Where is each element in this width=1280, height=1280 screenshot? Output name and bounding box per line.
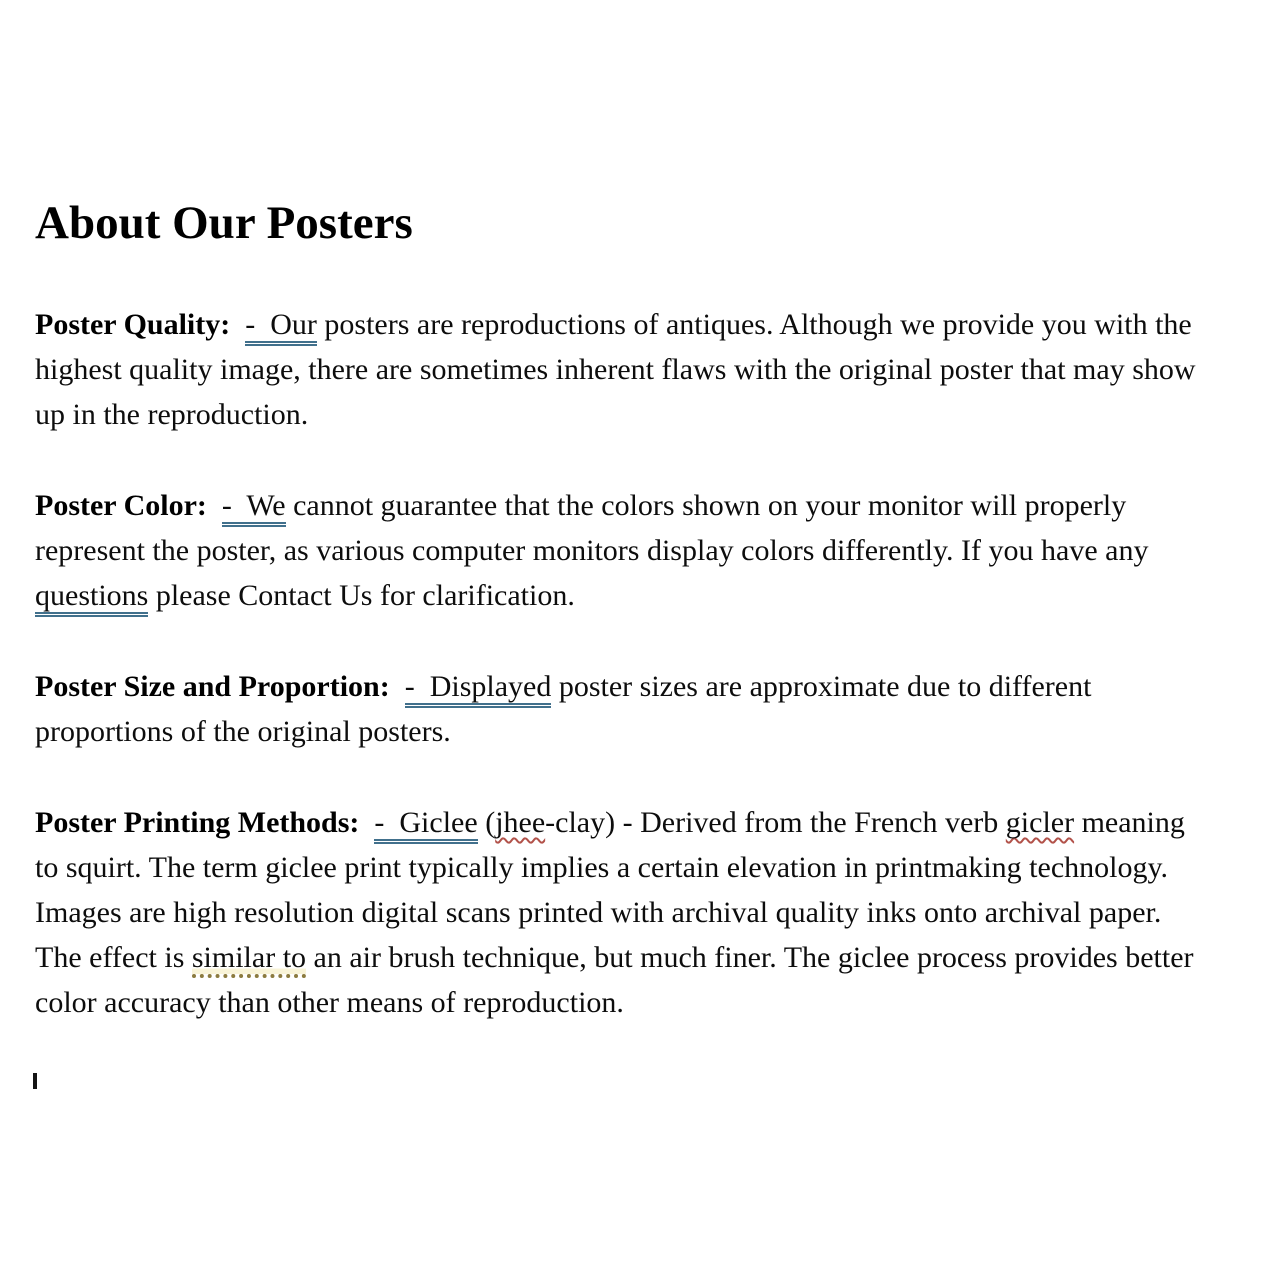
section-text: an air brush technique, but much finer. The giclee process provides better color accuracy than other means of reproduction. xyxy=(35,941,1202,1020)
section-text: ( xyxy=(477,806,496,840)
section-text: posters are reproductions of antiques. Although we provide you with the highest quality image, there are sometimes inherent flaws with the original poster that may show up in the reproduction. xyxy=(35,308,1204,432)
section-text: please Contact Us for clarification. xyxy=(148,579,575,613)
double-underlined-text: - We xyxy=(222,489,286,527)
spellcheck-underlined-word: gicler xyxy=(1005,806,1075,840)
paragraph-poster-quality xyxy=(35,302,1210,437)
section-text: poster sizes are approximate due to different proportions of the original posters. xyxy=(35,670,1099,749)
section-label-poster-size: Poster Size and Proportion: xyxy=(35,670,405,704)
section-text: -clay) - Derived from the French verb xyxy=(545,806,1006,840)
section-text: meaning to squirt. The term giclee print typically implies a certain elevation in printmaking technology. Images are high resolution digital scans printed with archival quality inks onto archival paper. The effect is xyxy=(35,806,1193,975)
paragraph-printing-methods xyxy=(35,800,1210,1025)
double-underlined-text: - Giclee xyxy=(374,806,477,844)
section-label-poster-color: Poster Color: xyxy=(35,489,222,523)
paragraph-poster-color xyxy=(35,483,1210,618)
text-caret xyxy=(33,1073,37,1089)
spellcheck-underlined-word: jhee xyxy=(495,806,546,840)
double-underlined-text: - Displayed xyxy=(405,670,552,708)
grammar-underlined-phrase: similar to xyxy=(192,941,306,978)
paragraph-poster-size xyxy=(35,664,1210,754)
double-underlined-text: - Our xyxy=(245,308,317,346)
section-label-poster-quality: Poster Quality: xyxy=(35,308,246,342)
double-underlined-word: questions xyxy=(35,579,148,617)
page-title: About Our Posters xyxy=(35,197,413,249)
section-label-printing-methods: Poster Printing Methods: xyxy=(35,806,375,840)
section-text: cannot guarantee that the colors shown on your monitor will properly represent the poster, as various computer monitors display colors differently. If you have any xyxy=(35,489,1156,568)
